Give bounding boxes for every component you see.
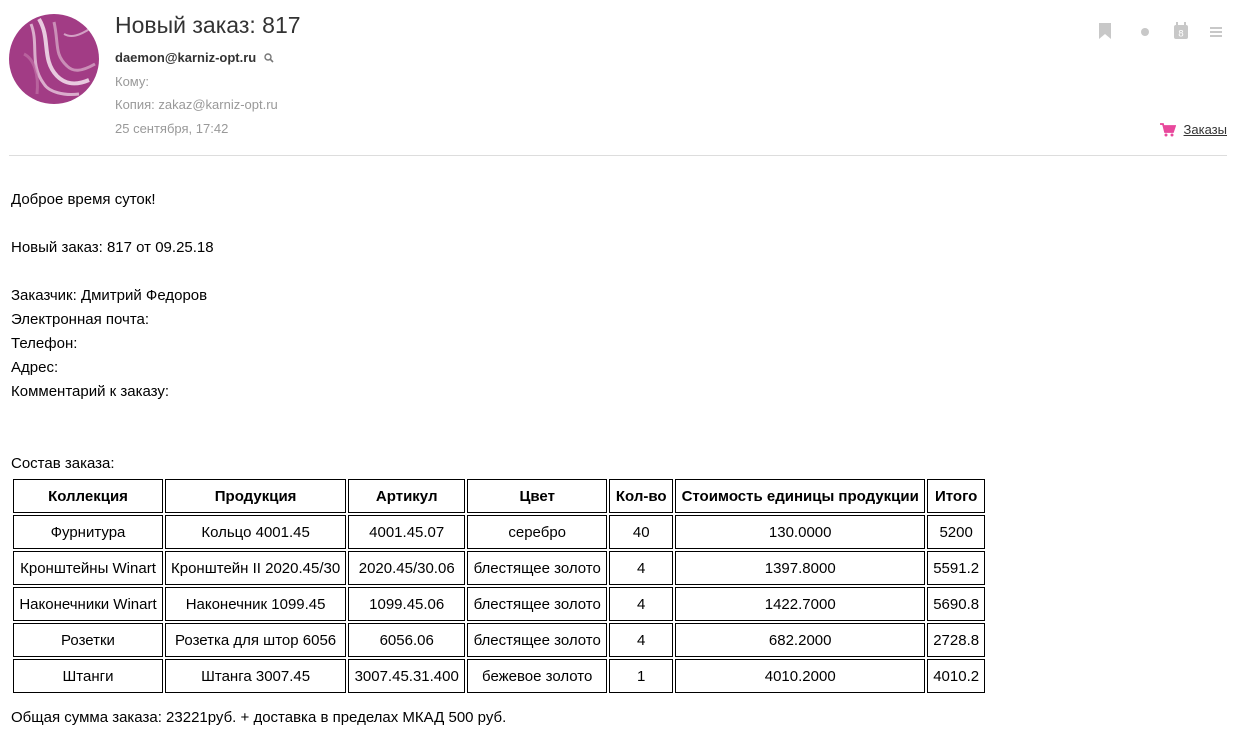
table-header-row: [13, 479, 985, 513]
order-table: [11, 477, 987, 695]
table-row: [13, 587, 985, 621]
table-cell: бежевое золото: [467, 659, 607, 693]
table-cell: блестящее золото: [467, 551, 607, 585]
table-cell: блестящее золото: [467, 587, 607, 621]
column-header: Стоимость единицы продукции: [675, 479, 925, 513]
table-row: [13, 515, 985, 549]
table-row: [13, 551, 985, 585]
table-cell: Наконечник 1099.45: [165, 587, 346, 621]
column-header: Кол-во: [609, 479, 673, 513]
table-cell: 5200: [927, 515, 985, 549]
bookmark-icon[interactable]: [1098, 22, 1112, 40]
recipient-cc[interactable]: Копия: zakaz@karniz-opt.ru: [115, 97, 278, 112]
avatar-flourish-image: [9, 14, 99, 104]
table-cell: 1397.8000: [675, 551, 925, 585]
table-cell: Штанги: [13, 659, 163, 693]
table-row: [13, 623, 985, 657]
calendar-day: 8: [1178, 29, 1184, 40]
email-date: 25 сентября, 17:42: [115, 121, 229, 136]
cart-icon[interactable]: [1160, 123, 1176, 142]
search-icon[interactable]: [264, 51, 274, 66]
table-cell: 4010.2000: [675, 659, 925, 693]
order-line: Новый заказ: 817 от 09.25.18: [11, 239, 214, 256]
column-header: Цвет: [467, 479, 607, 513]
table-cell: 4: [609, 587, 673, 621]
column-header: Артикул: [348, 479, 465, 513]
recipient-to: Кому:: [115, 74, 149, 89]
table-row: [13, 659, 985, 693]
table-cell: 4001.45.07: [348, 515, 465, 549]
column-header: Продукция: [165, 479, 346, 513]
email-subject: Новый заказ: 817: [115, 12, 301, 38]
table-cell: 5690.8: [927, 587, 985, 621]
calendar-icon[interactable]: [1173, 22, 1189, 40]
sender-email[interactable]: daemon@karniz-opt.ru: [115, 50, 257, 65]
sender-avatar[interactable]: [9, 14, 99, 104]
table-cell: Кольцо 4001.45: [165, 515, 346, 549]
table-cell: 2020.45/30.06: [348, 551, 465, 585]
customer-line: Заказчик: Дмитрий Федоров: [11, 287, 208, 304]
table-cell: Розетка для штор 6056: [165, 623, 346, 657]
table-cell: блестящее золото: [467, 623, 607, 657]
table-cell: серебро: [467, 515, 607, 549]
table-cell: 1422.7000: [675, 587, 925, 621]
table-cell: 682.2000: [675, 623, 925, 657]
comment-label: Комментарий к заказу:: [11, 383, 170, 400]
dot-icon[interactable]: [1140, 27, 1150, 37]
email-label: Электронная почта:: [11, 311, 150, 328]
table-cell: Наконечники Winart: [13, 587, 163, 621]
table-cell: 130.0000: [675, 515, 925, 549]
table-cell: 40: [609, 515, 673, 549]
table-cell: 4: [609, 551, 673, 585]
table-cell: 6056.06: [348, 623, 465, 657]
table-cell: 3007.45.31.400: [348, 659, 465, 693]
table-cell: Штанга 3007.45: [165, 659, 346, 693]
menu-icon[interactable]: [1210, 26, 1222, 38]
phone-label: Телефон:: [11, 335, 78, 352]
greeting-text: Доброе время суток!: [11, 191, 156, 208]
table-cell: 1099.45.06: [348, 587, 465, 621]
table-cell: 1: [609, 659, 673, 693]
composition-label: Состав заказа:: [11, 455, 115, 472]
column-header: Коллекция: [13, 479, 163, 513]
sender-address[interactable]: [115, 50, 274, 66]
orders-link[interactable]: Заказы: [1183, 122, 1227, 137]
table-cell: 4010.2: [927, 659, 985, 693]
order-total: Общая сумма заказа: 23221руб. + доставка в пределах МКАД 500 руб.: [11, 709, 507, 726]
table-cell: Фурнитура: [13, 515, 163, 549]
table-cell: 4: [609, 623, 673, 657]
table-cell: Розетки: [13, 623, 163, 657]
table-cell: Кронштейны Winart: [13, 551, 163, 585]
table-cell: 2728.8: [927, 623, 985, 657]
column-header: Итого: [927, 479, 985, 513]
table-cell: Кронштейн II 2020.45/30: [165, 551, 346, 585]
header-divider: [9, 155, 1227, 156]
address-label: Адрес:: [11, 359, 59, 376]
table-cell: 5591.2: [927, 551, 985, 585]
